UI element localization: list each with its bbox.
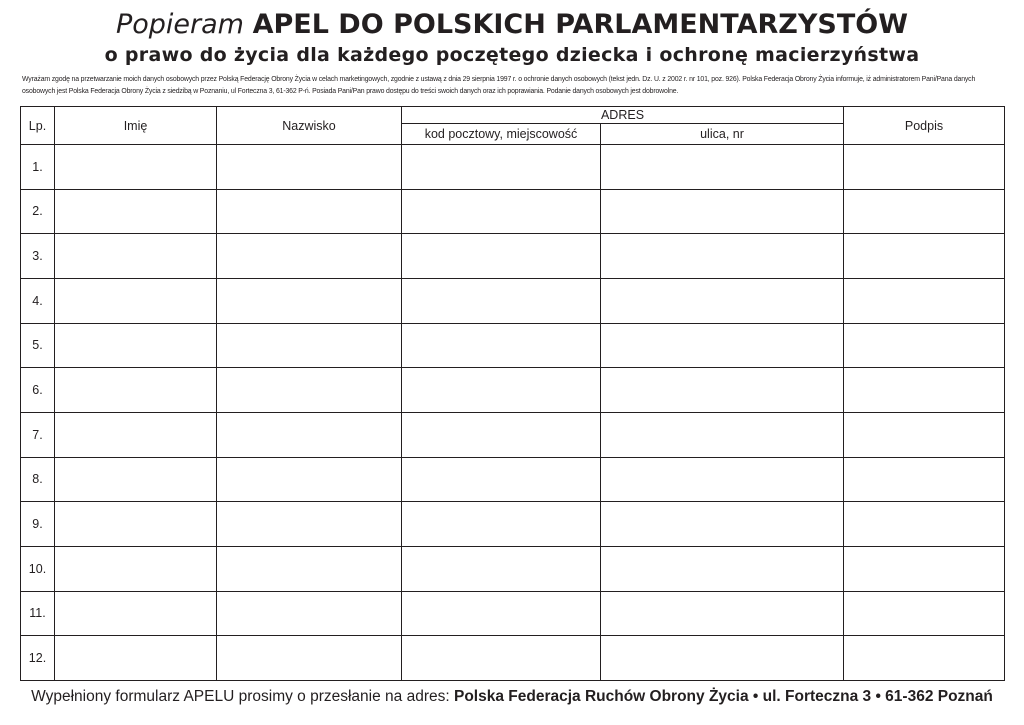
nazwisko-cell[interactable] <box>217 457 402 502</box>
table-row <box>21 323 1005 368</box>
kod-pocztowy-cell[interactable] <box>402 591 601 636</box>
table-row <box>21 368 1005 413</box>
title-bold: APEL DO POLSKICH PARLAMENTARZYSTÓW <box>252 9 908 40</box>
imie-cell[interactable] <box>55 591 217 636</box>
imie-cell[interactable] <box>55 636 217 681</box>
nazwisko-cell[interactable] <box>217 368 402 413</box>
kod-pocztowy-cell[interactable] <box>402 145 601 190</box>
kod-pocztowy-cell[interactable] <box>402 189 601 234</box>
ulica-cell[interactable] <box>601 234 844 279</box>
table-row <box>21 502 1005 547</box>
row-number: 5. <box>21 323 55 368</box>
ulica-cell[interactable] <box>601 145 844 190</box>
nazwisko-cell[interactable] <box>217 189 402 234</box>
row-number: 12. <box>21 636 55 681</box>
podpis-cell[interactable] <box>844 234 1005 279</box>
row-number: 6. <box>21 368 55 413</box>
ulica-cell[interactable] <box>601 412 844 457</box>
nazwisko-cell[interactable] <box>217 546 402 591</box>
kod-pocztowy-cell[interactable] <box>402 278 601 323</box>
kod-pocztowy-cell[interactable] <box>402 234 601 279</box>
table-row <box>21 189 1005 234</box>
podpis-cell[interactable] <box>844 591 1005 636</box>
podpis-cell[interactable] <box>844 412 1005 457</box>
header-ulica: ulica, nr <box>601 124 844 145</box>
nazwisko-cell[interactable] <box>217 412 402 457</box>
table-row <box>21 546 1005 591</box>
podpis-cell[interactable] <box>844 189 1005 234</box>
ulica-cell[interactable] <box>601 368 844 413</box>
header-kod-pocztowy: kod pocztowy, miejscowość <box>402 124 601 145</box>
ulica-cell[interactable] <box>601 591 844 636</box>
header-podpis: Podpis <box>844 107 1005 145</box>
footer-text: Wypełniony formularz APELU prosimy o przesłanie na adres: <box>31 688 454 705</box>
row-number: 3. <box>21 234 55 279</box>
page-subtitle: o prawo do życia dla każdego poczętego dziecka i ochronę macierzyństwa <box>104 44 920 66</box>
kod-pocztowy-cell[interactable] <box>402 636 601 681</box>
footer <box>0 686 1024 708</box>
table-row <box>21 636 1005 681</box>
row-number: 4. <box>21 278 55 323</box>
header-imie: Imię <box>55 107 217 145</box>
imie-cell[interactable] <box>55 189 217 234</box>
imie-cell[interactable] <box>55 278 217 323</box>
kod-pocztowy-cell[interactable] <box>402 546 601 591</box>
table-row <box>21 234 1005 279</box>
header-adres: ADRES <box>402 107 844 124</box>
kod-pocztowy-cell[interactable] <box>402 502 601 547</box>
header-lp: Lp. <box>21 107 55 145</box>
table-row <box>21 145 1005 190</box>
imie-cell[interactable] <box>55 368 217 413</box>
table-row <box>21 457 1005 502</box>
nazwisko-cell[interactable] <box>217 145 402 190</box>
table-row <box>21 591 1005 636</box>
podpis-cell[interactable] <box>844 278 1005 323</box>
imie-cell[interactable] <box>55 502 217 547</box>
ulica-cell[interactable] <box>601 457 844 502</box>
ulica-cell[interactable] <box>601 546 844 591</box>
row-number: 1. <box>21 145 55 190</box>
header-nazwisko: Nazwisko <box>217 107 402 145</box>
podpis-cell[interactable] <box>844 368 1005 413</box>
imie-cell[interactable] <box>55 234 217 279</box>
podpis-cell[interactable] <box>844 636 1005 681</box>
imie-cell[interactable] <box>55 457 217 502</box>
imie-cell[interactable] <box>55 323 217 368</box>
row-number: 7. <box>21 412 55 457</box>
footer-address: Polska Federacja Ruchów Obrony Życia • ul. Forteczna 3 • 61-362 Poznań <box>453 688 993 705</box>
nazwisko-cell[interactable] <box>217 591 402 636</box>
podpis-cell[interactable] <box>844 502 1005 547</box>
imie-cell[interactable] <box>55 412 217 457</box>
ulica-cell[interactable] <box>601 189 844 234</box>
kod-pocztowy-cell[interactable] <box>402 412 601 457</box>
nazwisko-cell[interactable] <box>217 323 402 368</box>
imie-cell[interactable] <box>55 145 217 190</box>
page-title <box>0 8 1024 42</box>
row-number: 8. <box>21 457 55 502</box>
imie-cell[interactable] <box>55 546 217 591</box>
row-number: 11. <box>21 591 55 636</box>
ulica-cell[interactable] <box>601 323 844 368</box>
nazwisko-cell[interactable] <box>217 278 402 323</box>
title-italic: Popieram <box>115 9 244 40</box>
row-number: 2. <box>21 189 55 234</box>
podpis-cell[interactable] <box>844 457 1005 502</box>
podpis-cell[interactable] <box>844 546 1005 591</box>
nazwisko-cell[interactable] <box>217 502 402 547</box>
row-number: 10. <box>21 546 55 591</box>
table-row <box>21 278 1005 323</box>
signature-table <box>20 106 1005 681</box>
kod-pocztowy-cell[interactable] <box>402 457 601 502</box>
kod-pocztowy-cell[interactable] <box>402 368 601 413</box>
podpis-cell[interactable] <box>844 323 1005 368</box>
kod-pocztowy-cell[interactable] <box>402 323 601 368</box>
podpis-cell[interactable] <box>844 145 1005 190</box>
nazwisko-cell[interactable] <box>217 636 402 681</box>
consent-text: Wyrażam zgodę na przetwarzanie moich danych osobowych przez Polską Federację Obrony Życia w celach marketingowych, zgodnie z ustawą z dnia 29 sierpnia 1997 r. o ochronie danych osobowych (tekst jedn. Dz. U. z 2002 r. nr 101, poz. 926). Polska Federacja Obrony Życia informuje, iż administratorem Pani/Pana danych osobowych jest Polska Federacja Obrony Życia z siedzibą w Poznaniu, ul Forteczna 3, 61-362 P-ń. Posiada Pani/Pan prawo dostępu do treści swoich danych oraz ich poprawiania. Podanie danych osobowych jest dobrowolne. <box>22 76 976 95</box>
ulica-cell[interactable] <box>601 502 844 547</box>
nazwisko-cell[interactable] <box>217 234 402 279</box>
table-row <box>21 412 1005 457</box>
row-number: 9. <box>21 502 55 547</box>
ulica-cell[interactable] <box>601 636 844 681</box>
ulica-cell[interactable] <box>601 278 844 323</box>
